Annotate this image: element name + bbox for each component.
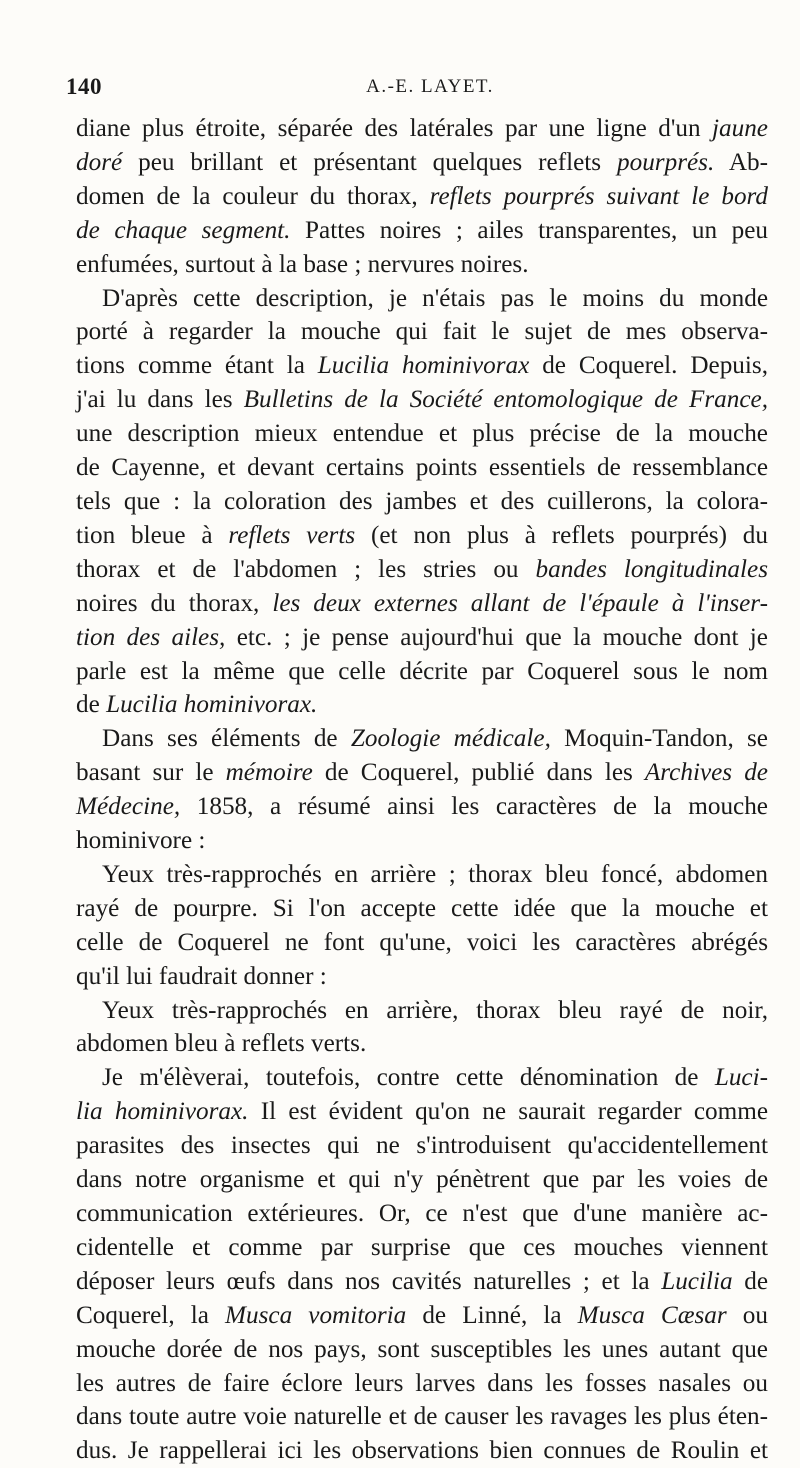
text-line bbox=[76, 960, 768, 994]
text-line bbox=[76, 112, 768, 146]
text-run: mouche dorée de nos pays, sont susceptibles les unes autant que bbox=[76, 1335, 768, 1363]
text-line bbox=[76, 349, 768, 383]
text-line bbox=[76, 553, 768, 587]
text-run: de bbox=[732, 1267, 768, 1295]
text-line bbox=[76, 315, 768, 349]
text-line bbox=[76, 722, 768, 756]
italic-text: tion des ailes, bbox=[76, 623, 226, 651]
italic-text: doré bbox=[76, 148, 123, 176]
italic-text: de chaque segment. bbox=[76, 216, 291, 244]
text-line bbox=[76, 1434, 768, 1468]
italic-text: Archives de bbox=[644, 759, 768, 787]
text-line bbox=[76, 1163, 768, 1197]
text-run: abdomen bleu à reflets verts. bbox=[76, 1030, 367, 1058]
text-run: thorax et de l'abdomen ; les stries ou bbox=[76, 555, 536, 583]
italic-text: les deux externes allant de l'épaule à l'inser- bbox=[272, 589, 768, 617]
text-run: celle de Coquerel ne font qu'une, voici les caractères abrégés bbox=[76, 928, 768, 956]
text-run: rayé de pourpre. Si l'on accepte cette idée que la mouche et bbox=[76, 894, 768, 922]
text-run: parle est la même que celle décrite par Coquerel sous le nom bbox=[76, 657, 768, 685]
text-run: Coquerel, la bbox=[76, 1301, 226, 1329]
text-line bbox=[76, 587, 768, 621]
text-run: de Linné, la bbox=[406, 1301, 578, 1329]
text-run: basant sur le bbox=[76, 759, 226, 787]
text-run: dus. Je rappellerai ici les observations bien connues de Roulin et bbox=[76, 1437, 768, 1465]
text-run: de Coquerel. Depuis, bbox=[529, 352, 768, 380]
text-run: 1858, a résumé ainsi les caractères de la mouche bbox=[180, 793, 768, 821]
text-line bbox=[76, 214, 768, 248]
italic-text: pourprés. bbox=[617, 148, 715, 176]
text-run: D'après cette description, je n'étais pas le moins du monde bbox=[102, 284, 768, 312]
text-line bbox=[76, 994, 768, 1028]
page-header bbox=[66, 74, 764, 110]
italic-text: reflets pourprés suivant le bord bbox=[429, 182, 768, 210]
text-line bbox=[76, 146, 768, 180]
text-run: enfumées, surtout à la base ; nervures noires. bbox=[76, 250, 529, 278]
text-line bbox=[76, 1095, 768, 1129]
text-run: Dans ses éléments de bbox=[102, 725, 351, 753]
text-run: Pattes noires ; ailes transparentes, un peu bbox=[290, 216, 768, 244]
italic-text: bandes longitudinales bbox=[535, 555, 769, 583]
italic-text: lia hominivorax. bbox=[76, 1098, 249, 1126]
text-line bbox=[76, 180, 768, 214]
text-run: Yeux très-rapprochés en arrière ; thorax bleu foncé, abdomen bbox=[102, 860, 768, 888]
text-run: (et non plus à reflets pourprés) du bbox=[355, 521, 768, 549]
text-run: de Cayenne, et devant certains points essentiels de ressemblance bbox=[76, 454, 768, 482]
text-line bbox=[76, 1027, 768, 1061]
text-run: communication extérieures. Or, ce n'est que d'une manière ac- bbox=[76, 1200, 768, 1227]
text-line bbox=[76, 1231, 768, 1265]
text-run: porté à regarder la mouche qui fait le sujet de mes observa- bbox=[76, 318, 768, 346]
text-run: etc. ; je pense aujourd'hui que la mouche dont je bbox=[225, 623, 768, 651]
text-run: tels que : la coloration des jambes et des cuillerons, la colora- bbox=[76, 487, 768, 515]
text-run: qu'il lui faudrait donner : bbox=[76, 962, 327, 990]
text-run: Moquin-Tandon, se bbox=[550, 725, 768, 753]
italic-text: jaune bbox=[712, 115, 768, 142]
text-line bbox=[76, 248, 768, 282]
text-run: de Coquerel, publié dans les bbox=[312, 759, 645, 787]
italic-text: mémoire bbox=[225, 759, 313, 787]
text-line bbox=[76, 926, 768, 960]
text-run: ou bbox=[726, 1301, 768, 1329]
text-run: domen de la couleur du thorax, bbox=[76, 182, 430, 210]
italic-text: Musca vomitoria bbox=[225, 1301, 407, 1329]
text-run: Yeux très-rapprochés en arrière, thorax bleu rayé de noir, bbox=[102, 996, 768, 1024]
body-text bbox=[76, 112, 768, 1468]
text-run: Ab- bbox=[714, 148, 769, 176]
text-run: dans toute autre voie naturelle et de causer les ravages les plus éten- bbox=[76, 1403, 768, 1431]
text-line bbox=[76, 824, 768, 858]
italic-text: Bulletins de la Société entomologique de France, bbox=[243, 386, 768, 414]
text-line bbox=[76, 688, 768, 722]
text-run: Il est évident qu'on ne saurait regarder comme bbox=[248, 1098, 769, 1126]
text-line bbox=[76, 1129, 768, 1163]
italic-text: Musca Cæsar bbox=[577, 1301, 727, 1329]
text-run: cidentelle et comme par surprise que ces mouches viennent bbox=[76, 1233, 768, 1261]
text-run: tions comme étant la bbox=[76, 352, 318, 380]
text-run: j'ai lu dans les bbox=[76, 386, 244, 414]
text-line bbox=[76, 451, 768, 485]
text-line bbox=[76, 1265, 768, 1299]
text-run: parasites des insectes qui ne s'introduisent qu'accidentellement bbox=[76, 1132, 768, 1160]
text-run: les autres de faire éclore leurs larves dans les fosses nasales ou bbox=[76, 1369, 768, 1397]
text-line bbox=[76, 1367, 768, 1401]
text-line bbox=[76, 1299, 768, 1333]
italic-text: Lucilia hominivorax bbox=[317, 352, 530, 380]
text-run: déposer leurs œufs dans nos cavités naturelles ; et la bbox=[76, 1267, 662, 1295]
text-run: tion bleue à bbox=[76, 521, 229, 549]
text-line bbox=[76, 892, 768, 926]
italic-text: Luci- bbox=[714, 1064, 768, 1092]
text-line bbox=[76, 1197, 768, 1231]
text-line bbox=[76, 383, 768, 417]
page-number: 140 bbox=[66, 74, 102, 99]
text-line bbox=[76, 621, 768, 655]
text-run: hominivore : bbox=[76, 827, 206, 855]
italic-text: Lucilia hominivorax. bbox=[106, 691, 318, 719]
text-line bbox=[76, 282, 768, 316]
text-line bbox=[76, 1333, 768, 1367]
text-line bbox=[76, 655, 768, 689]
text-run: dans notre organisme et qui n'y pénètrent que par les voies de bbox=[76, 1166, 768, 1194]
italic-text: Lucilia bbox=[661, 1267, 733, 1295]
text-line bbox=[76, 756, 768, 790]
text-line bbox=[76, 790, 768, 824]
text-run: diane plus étroite, séparée des latérales par une ligne d'un bbox=[76, 115, 713, 142]
italic-text: Zoologie médicale, bbox=[350, 725, 551, 753]
text-line bbox=[76, 1061, 768, 1095]
italic-text: reflets verts bbox=[228, 521, 356, 549]
text-run: peu brillant et présentant quelques reflets bbox=[122, 148, 618, 176]
text-line bbox=[76, 485, 768, 519]
text-run: une description mieux entendue et plus précise de la mouche bbox=[76, 420, 768, 448]
text-line bbox=[76, 519, 768, 553]
text-run: Je m'élèverai, toutefois, contre cette dénomination de bbox=[102, 1064, 715, 1092]
text-line bbox=[76, 417, 768, 451]
italic-text: Médecine, bbox=[76, 793, 181, 821]
text-run: noires du thorax, bbox=[76, 589, 273, 617]
running-head: A.-E. LAYET. bbox=[366, 76, 494, 97]
text-run: de bbox=[76, 691, 107, 719]
text-line bbox=[76, 858, 768, 892]
text-line bbox=[76, 1400, 768, 1434]
